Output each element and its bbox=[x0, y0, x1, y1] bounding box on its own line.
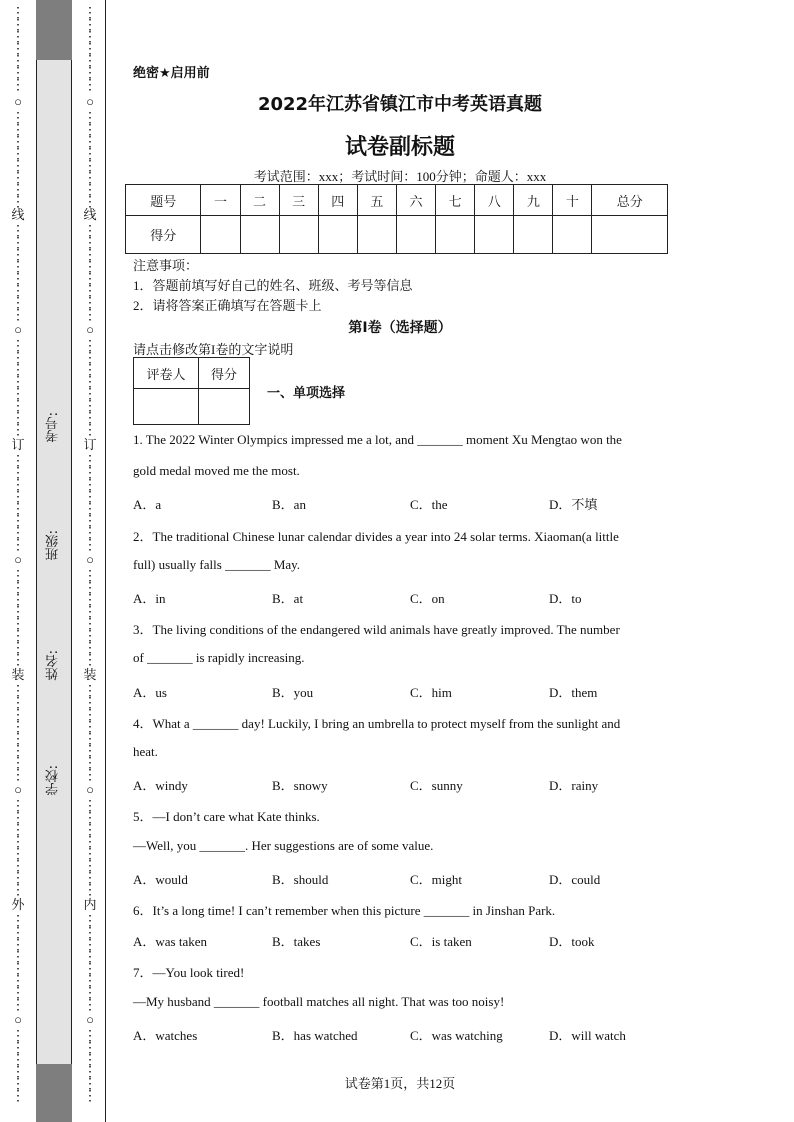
score-cell[interactable] bbox=[318, 216, 357, 254]
gutter-binding-char: 内 bbox=[83, 897, 97, 912]
grader-table bbox=[133, 357, 250, 425]
score-header-cell: 十 bbox=[553, 185, 592, 216]
school-label: 学校: bbox=[46, 765, 61, 796]
score-table-header-row bbox=[126, 185, 668, 216]
dotted-cut-line: ⋮ ⋮ ⋮ ⋮ ⋮ ⋮ ⋮ ⋮ bbox=[83, 569, 97, 668]
answer-option[interactable]: D．to bbox=[549, 591, 582, 606]
question-text-line: —My husband _______ football matches all night. That was too noisy! bbox=[133, 994, 505, 1009]
gutter-circle: ○ bbox=[86, 322, 94, 337]
name-label: 姓名: bbox=[46, 650, 61, 681]
score-header-cell: 四 bbox=[318, 185, 357, 216]
score-cell[interactable] bbox=[592, 216, 668, 254]
answer-option[interactable]: B．has watched bbox=[272, 1028, 358, 1043]
gutter-circle: ○ bbox=[14, 322, 22, 337]
answer-option[interactable]: A．a bbox=[133, 497, 162, 512]
score-header-cell: 九 bbox=[514, 185, 553, 216]
dotted-cut-line: ⋮ ⋮ ⋮ ⋮ ⋮ ⋮ ⋮ ⋮ bbox=[83, 224, 97, 323]
answer-option[interactable]: D．rainy bbox=[549, 778, 599, 793]
question-text-line: —Well, you _______. Her suggestions are of some value. bbox=[133, 838, 434, 853]
dotted-cut-line: ⋮ ⋮ ⋮ ⋮ ⋮ ⋮ ⋮ ⋮ bbox=[11, 569, 25, 668]
score-table bbox=[125, 184, 668, 254]
grader-header: 评卷人 bbox=[134, 358, 199, 389]
gutter-binding-char: 装 bbox=[11, 667, 25, 682]
dotted-cut-line: ⋮ ⋮ ⋮ ⋮ ⋮ ⋮ ⋮ ⋮ bbox=[83, 684, 97, 783]
answer-option[interactable]: B．should bbox=[272, 872, 329, 887]
score-header-cell: 八 bbox=[475, 185, 514, 216]
gutter-circle: ○ bbox=[14, 1012, 22, 1027]
score-table-score-row bbox=[126, 216, 668, 254]
notes-heading: 注意事项： bbox=[133, 258, 199, 273]
answer-option[interactable]: A．us bbox=[133, 685, 167, 700]
dotted-cut-line: ⋮ ⋮ ⋮ ⋮ ⋮ ⋮ ⋮ ⋮ bbox=[11, 339, 25, 438]
gutter-binding-char: 装 bbox=[83, 667, 97, 682]
dotted-cut-line: ⋮ ⋮ ⋮ ⋮ ⋮ ⋮ bbox=[83, 1029, 97, 1104]
score-cell[interactable] bbox=[279, 216, 318, 254]
score-header-cell: 三 bbox=[279, 185, 318, 216]
binding-gutter-band bbox=[36, 0, 72, 1122]
question-text-line: 1. The 2022 Winter Olympics impressed me a lot, and _______ moment Xu Mengtao won the bbox=[133, 432, 622, 447]
score-cell[interactable] bbox=[357, 216, 396, 254]
dotted-cut-line: ⋮ ⋮ ⋮ ⋮ ⋮ ⋮ bbox=[11, 1029, 25, 1104]
gutter-circle: ○ bbox=[14, 94, 22, 109]
score-header-cell: 总分 bbox=[592, 185, 668, 216]
answer-option[interactable]: C．the bbox=[410, 497, 448, 512]
answer-option[interactable]: C．is taken bbox=[410, 934, 472, 949]
answer-option[interactable]: D．will watch bbox=[549, 1028, 626, 1043]
dotted-cut-line: ⋮ ⋮ ⋮ ⋮ ⋮ ⋮ ⋮ bbox=[83, 6, 97, 93]
gutter-circle: ○ bbox=[86, 552, 94, 567]
dotted-cut-line: ⋮ ⋮ ⋮ ⋮ ⋮ ⋮ ⋮ ⋮ bbox=[11, 684, 25, 783]
answer-option[interactable]: A．was taken bbox=[133, 934, 208, 949]
page-footer: 试卷第1页，共12页 bbox=[344, 1076, 456, 1091]
gutter-binding-char: 外 bbox=[11, 897, 25, 912]
question-text-line: 2．The traditional Chinese lunar calendar divides a year into 24 solar terms. Xiaoman(a little bbox=[133, 529, 619, 544]
exam-info: 考试范围：xxx；考试时间：100分钟；命题人：xxx bbox=[253, 169, 547, 184]
question-text-line: gold medal moved me the most. bbox=[133, 463, 300, 478]
question-text-line: of _______ is rapidly increasing. bbox=[133, 650, 305, 665]
question-text-line: 3．The living conditions of the endangered wild animals have greatly improved. The number bbox=[133, 622, 620, 637]
gutter-binding-char: 线 bbox=[83, 207, 97, 222]
dotted-cut-line: ⋮ ⋮ ⋮ ⋮ ⋮ ⋮ ⋮ ⋮ bbox=[11, 799, 25, 898]
gutter-band-top-cap bbox=[36, 0, 72, 60]
dotted-cut-line: ⋮ ⋮ ⋮ ⋮ ⋮ ⋮ ⋮ ⋮ bbox=[11, 914, 25, 1013]
question-text-line: 5．—I don’t care what Kate thinks. bbox=[133, 809, 320, 824]
exam-title: 2022年江苏省镇江市中考英语真题 bbox=[257, 94, 543, 115]
score-header-cell: 五 bbox=[357, 185, 396, 216]
score-cell[interactable] bbox=[475, 216, 514, 254]
answer-option[interactable]: A．would bbox=[133, 872, 188, 887]
answer-option[interactable]: D．took bbox=[549, 934, 595, 949]
answer-option[interactable]: B．snowy bbox=[272, 778, 328, 793]
score-cell[interactable] bbox=[553, 216, 592, 254]
score-header-cell: 一 bbox=[201, 185, 240, 216]
score-header-cell: 二 bbox=[240, 185, 279, 216]
exam-subtitle: 试卷副标题 bbox=[344, 135, 455, 160]
score-cell[interactable] bbox=[514, 216, 553, 254]
answer-option[interactable]: B．you bbox=[272, 685, 314, 700]
answer-option[interactable]: C．him bbox=[410, 685, 452, 700]
exam-number-label: 考号: bbox=[46, 412, 61, 443]
answer-option[interactable]: C．might bbox=[410, 872, 463, 887]
confidential-mark: 绝密★启用前 bbox=[133, 66, 210, 81]
notes bbox=[133, 256, 413, 316]
answer-option[interactable]: C．sunny bbox=[410, 778, 463, 793]
grader-cell[interactable] bbox=[134, 389, 199, 425]
score-cell[interactable] bbox=[240, 216, 279, 254]
score-cell[interactable] bbox=[436, 216, 475, 254]
notes-item: 2．请将答案正确填写在答题卡上 bbox=[133, 298, 322, 313]
part-title: 第I卷（选择题） bbox=[348, 320, 452, 336]
score-header-cell: 七 bbox=[436, 185, 475, 216]
gutter-binding-char: 线 bbox=[11, 207, 25, 222]
dotted-cut-line: ⋮ ⋮ ⋮ ⋮ ⋮ ⋮ ⋮ bbox=[11, 6, 25, 93]
question-text-line: 7．—You look tired! bbox=[133, 965, 245, 980]
gutter-binding-char: 订 bbox=[83, 437, 97, 452]
answer-option[interactable]: D．不填 bbox=[549, 497, 598, 512]
answer-option[interactable]: D．them bbox=[549, 685, 598, 700]
answer-option[interactable]: C．was watching bbox=[410, 1028, 503, 1043]
answer-option[interactable]: A．in bbox=[133, 591, 166, 606]
answer-option[interactable]: B．an bbox=[272, 497, 306, 512]
dotted-cut-line: ⋮ ⋮ ⋮ ⋮ ⋮ ⋮ ⋮ ⋮ bbox=[83, 914, 97, 1013]
question-text-line: 6．It’s a long time! I can’t remember when this picture _______ in Jinshan Park. bbox=[133, 903, 556, 918]
score-cell[interactable] bbox=[396, 216, 435, 254]
dotted-cut-line: ⋮ ⋮ ⋮ ⋮ ⋮ ⋮ ⋮ ⋮ bbox=[83, 339, 97, 438]
gutter-binding-char: 订 bbox=[11, 437, 25, 452]
class-label: 班级: bbox=[46, 530, 61, 561]
answer-option[interactable]: A．windy bbox=[133, 778, 188, 793]
dotted-cut-line: ⋮ ⋮ ⋮ ⋮ ⋮ ⋮ ⋮ ⋮ bbox=[11, 454, 25, 553]
dotted-cut-line: ⋮ ⋮ ⋮ ⋮ ⋮ ⋮ ⋮ ⋮ bbox=[83, 111, 97, 210]
grader-score-header: 得分 bbox=[199, 358, 250, 389]
score-header-cell: 题号 bbox=[126, 185, 201, 216]
dotted-cut-line: ⋮ ⋮ ⋮ ⋮ ⋮ ⋮ ⋮ ⋮ bbox=[11, 111, 25, 210]
question-text-line: 4．What a _______ day! Luckily, I bring an umbrella to protect myself from the sunlight and bbox=[133, 716, 621, 731]
gutter-circle: ○ bbox=[14, 552, 22, 567]
question-text-line: heat. bbox=[133, 744, 158, 759]
answer-option[interactable]: B．takes bbox=[272, 934, 321, 949]
notes-item: 1．答题前填写好自己的姓名、班级、考号等信息 bbox=[133, 278, 413, 293]
answer-option[interactable]: D．could bbox=[549, 872, 601, 887]
dotted-cut-line: ⋮ ⋮ ⋮ ⋮ ⋮ ⋮ ⋮ ⋮ bbox=[83, 799, 97, 898]
answer-option[interactable]: C．on bbox=[410, 591, 445, 606]
dotted-cut-line: ⋮ ⋮ ⋮ ⋮ ⋮ ⋮ ⋮ ⋮ bbox=[11, 224, 25, 323]
gutter-circle: ○ bbox=[86, 1012, 94, 1027]
score-row-label: 得分 bbox=[126, 216, 201, 254]
gutter-circle: ○ bbox=[86, 782, 94, 797]
question-text-line: full) usually falls _______ May. bbox=[133, 557, 301, 572]
gutter-circle: ○ bbox=[14, 782, 22, 797]
score-header-cell: 六 bbox=[396, 185, 435, 216]
answer-option[interactable]: B．at bbox=[272, 591, 304, 606]
gutter-band-bottom-cap bbox=[36, 1064, 72, 1122]
grader-score-cell[interactable] bbox=[199, 389, 250, 425]
dotted-cut-line: ⋮ ⋮ ⋮ ⋮ ⋮ ⋮ ⋮ ⋮ bbox=[83, 454, 97, 553]
answer-option[interactable]: A．watches bbox=[133, 1028, 198, 1043]
section-title: 一、单项选择 bbox=[267, 386, 346, 401]
part-note[interactable]: 请点击修改第I卷的文字说明 bbox=[133, 342, 294, 357]
score-cell[interactable] bbox=[201, 216, 240, 254]
gutter-circle: ○ bbox=[86, 94, 94, 109]
